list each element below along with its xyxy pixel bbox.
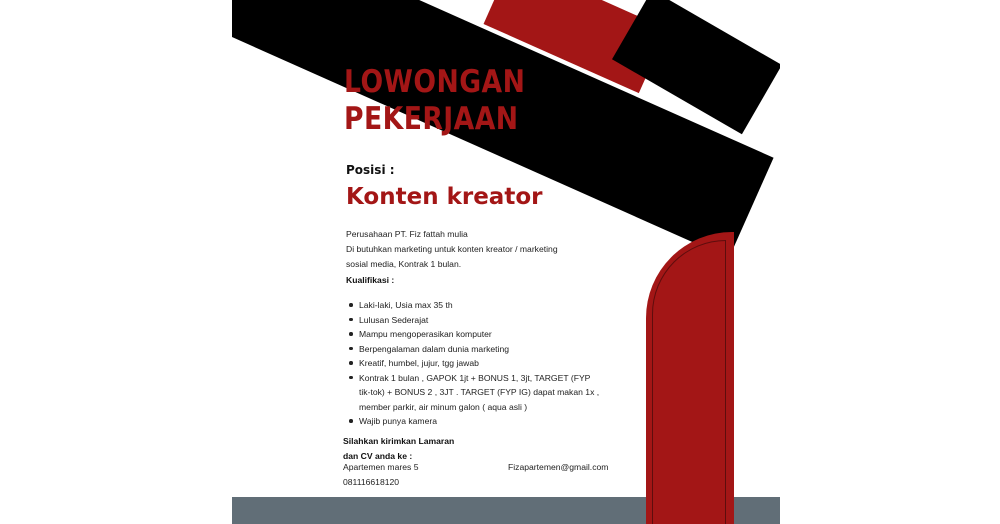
description-line: Perusahaan PT. Fiz fattah mulia bbox=[346, 229, 468, 239]
apply-line: dan CV anda ke : bbox=[343, 451, 413, 461]
title-line-1: LOWONGAN bbox=[344, 64, 526, 100]
qualification-item bbox=[346, 342, 646, 357]
qualification-item bbox=[346, 356, 646, 371]
door-inner-outline bbox=[652, 240, 726, 524]
contact-phone: 081116618120 bbox=[343, 477, 400, 487]
qualification-text: member parkir, air minum galon ( aqua asli ) bbox=[359, 401, 528, 412]
apply-line: Silahkan kirimkan Lamaran bbox=[343, 436, 455, 446]
description-line: sosial media, Kontrak 1 bulan. bbox=[346, 259, 462, 269]
qualification-text: Berpengalaman dalam dunia marketing bbox=[359, 343, 510, 354]
company-description bbox=[346, 227, 646, 272]
qualification-item bbox=[346, 414, 646, 429]
qualification-text: Kreatif, humbel, jujur, tgg jawab bbox=[359, 358, 479, 368]
job-poster bbox=[232, 0, 780, 524]
qualification-text: Mampu mengoperasikan komputer bbox=[359, 329, 492, 339]
qualification-text: Kontrak 1 bulan , GAPOK 1jt + BONUS 1, 3jt, TARGET (FYP bbox=[359, 372, 591, 383]
qualifications-list bbox=[346, 298, 646, 429]
position-label: Posisi : bbox=[346, 163, 395, 177]
poster-title bbox=[344, 64, 525, 138]
qualification-item bbox=[346, 371, 646, 415]
qualification-item bbox=[346, 298, 646, 313]
contact-email: Fizapartemen@gmail.com bbox=[508, 462, 609, 472]
qualification-text: Laki-laki, Usia max 35 th bbox=[359, 300, 453, 310]
apply-instructions bbox=[343, 434, 454, 464]
qualification-item bbox=[346, 313, 646, 328]
decorative-arch-door bbox=[646, 232, 734, 524]
qualification-text: Lulusan Sederajat bbox=[359, 314, 429, 325]
title-line-2: PEKERJAAN bbox=[344, 101, 519, 137]
qualification-text: Wajib punya kamera bbox=[359, 416, 438, 426]
description-line: Di butuhkan marketing untuk konten kreator / marketing bbox=[346, 244, 558, 254]
position-value: Konten kreator bbox=[346, 184, 543, 210]
qualification-item bbox=[346, 327, 646, 342]
contact-address: Apartemen mares 5 bbox=[343, 462, 419, 472]
qualification-text: tik-tok) + BONUS 2 , 3JT . TARGET (FYP IG) dapat makan 1x , bbox=[359, 387, 600, 397]
qualifications-label: Kualifikasi : bbox=[346, 275, 395, 285]
